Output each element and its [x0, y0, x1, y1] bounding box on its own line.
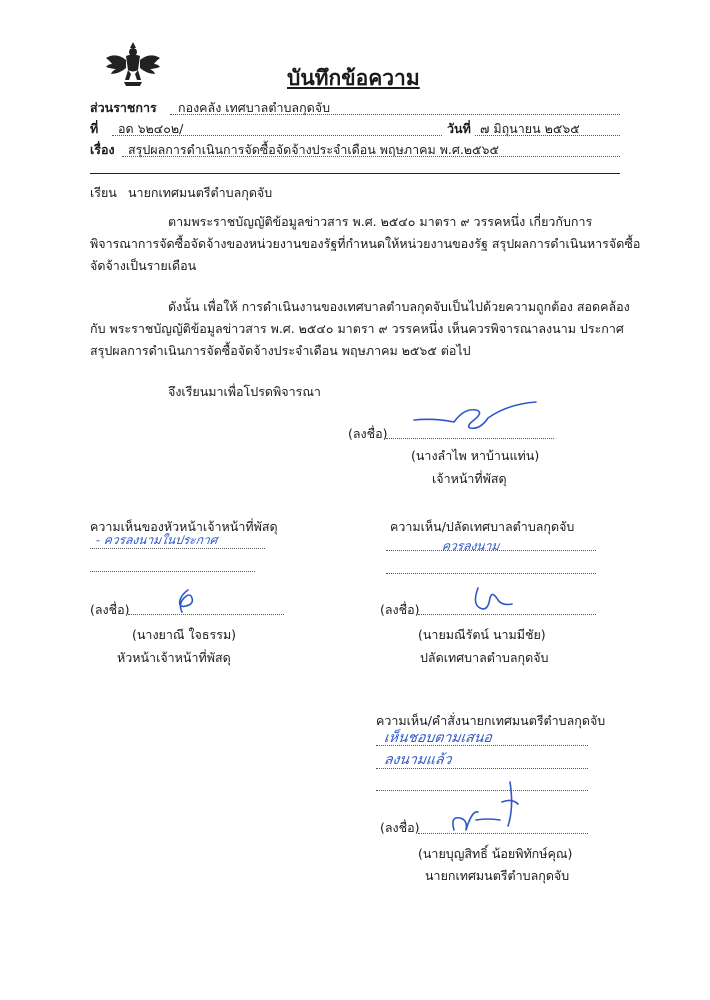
right-sign-label: (ลงชื่อ) — [380, 602, 420, 617]
right-signature — [468, 584, 518, 614]
main-sign-label: (ลงชื่อ) — [348, 426, 388, 441]
paragraph-1-line: พิจารณาการจัดซื้อจัดจ้างของหน่วยงานของรัฐที่กำหนดให้หน่วยงานของรัฐ สรุปผลการดำเนินหารจัดซื้อ — [90, 236, 641, 251]
right-opinion-heading: ความเห็น/ปลัดเทศบาลตำบลกุดจับ — [390, 519, 575, 534]
mayor-signature — [446, 776, 536, 836]
paragraph-2-line: กับ พระราชบัญญัติข้อมูลข่าวสาร พ.ศ. ๒๕๔๐ มาตรา ๙ วรรคหนึ่ง เห็นควรพิจารณาลงนาม ประกาศ — [90, 321, 624, 336]
subject-value: สรุปผลการดำเนินการจัดซื้อจัดจ้างประจำเดือน พฤษภาคม พ.ศ.๒๕๖๕ — [128, 142, 499, 157]
department-value: กองคลัง เทศบาลตำบลกุดจับ — [178, 100, 331, 115]
paragraph-1 — [90, 211, 640, 277]
subject-label: เรื่อง — [90, 142, 115, 157]
left-signature — [168, 584, 198, 616]
left-signer-name: (นางยาณี ใจธรรม) — [132, 627, 237, 642]
mayor-opinion-heading: ความเห็น/คำสั่งนายกเทศมนตรีตำบลกุดจับ — [376, 713, 606, 728]
salutation-value: นายกเทศมนตรีตำบลกุดจับ — [128, 185, 273, 200]
paragraph-1-line: ตามพระราชบัญญัติข้อมูลข่าวสาร พ.ศ. ๒๕๔๐ มาตรา ๙ วรรคหนึ่ง เกี่ยวกับการ — [168, 214, 593, 229]
right-signer-position: ปลัดเทศบาลตำบลกุดจับ — [420, 650, 549, 665]
left-opinion-heading: ความเห็นของหัวหน้าเจ้าหน้าที่พัสดุ — [90, 519, 278, 534]
ref-value: อด ๖๒๔๐๒/ — [118, 121, 184, 136]
main-signer-name: (นางลำไพ หาบ้านแท่น) — [411, 448, 540, 463]
mayor-handwritten-2: ลงนามแล้ว — [382, 752, 453, 768]
salutation-label: เรียน — [90, 185, 117, 200]
right-signer-name: (นายมณีรัตน์ นามมีชัย) — [418, 627, 546, 642]
date-value: ๗ มิถุนายน ๒๕๖๕ — [480, 121, 580, 136]
ref-label: ที่ — [90, 121, 99, 136]
main-signer-position: เจ้าหน้าที่พัสดุ — [432, 471, 507, 486]
mayor-sign-label: (ลงชื่อ) — [380, 820, 420, 835]
page-title: บันทึกข้อความ — [287, 66, 420, 90]
left-signer-position: หัวหน้าเจ้าหน้าที่พัสดุ — [117, 650, 231, 665]
mayor-handwritten-1: เห็นชอบตามเสนอ — [382, 730, 493, 746]
paragraph-2-line: ดังนั้น เพื่อให้ การดำเนินงานของเทศบาลตำบลกุดจับเป็นไปด้วยความถูกต้อง สอดคล้อง — [168, 299, 630, 314]
right-opinion-handwritten: ควรลงนาม — [441, 539, 501, 553]
date-label: วันที่ — [447, 121, 471, 136]
paragraph-2 — [90, 296, 630, 362]
mayor-position: นายกเทศมนตรีตำบลกุดจับ — [425, 868, 570, 883]
garuda-emblem-icon — [104, 38, 162, 92]
paragraph-2-line: สรุปผลการดำเนินการจัดซื้อจัดจ้างประจำเดือน พฤษภาคม ๒๕๖๕ ต่อไป — [90, 343, 471, 358]
paragraph-1-line: จัดจ้างเป็นรายเดือน — [90, 258, 197, 273]
closing-text: จึงเรียนมาเพื่อโปรดพิจารณา — [168, 384, 321, 399]
department-label: ส่วนราชการ — [90, 100, 157, 115]
left-opinion-handwritten: - ควรลงนามในประกาศ — [95, 533, 219, 547]
mayor-name: (นายบุญสิทธิ์ น้อยพิทักษ์คุณ) — [418, 846, 573, 861]
left-sign-label: (ลงชื่อ) — [90, 602, 130, 617]
main-signature — [410, 398, 540, 438]
